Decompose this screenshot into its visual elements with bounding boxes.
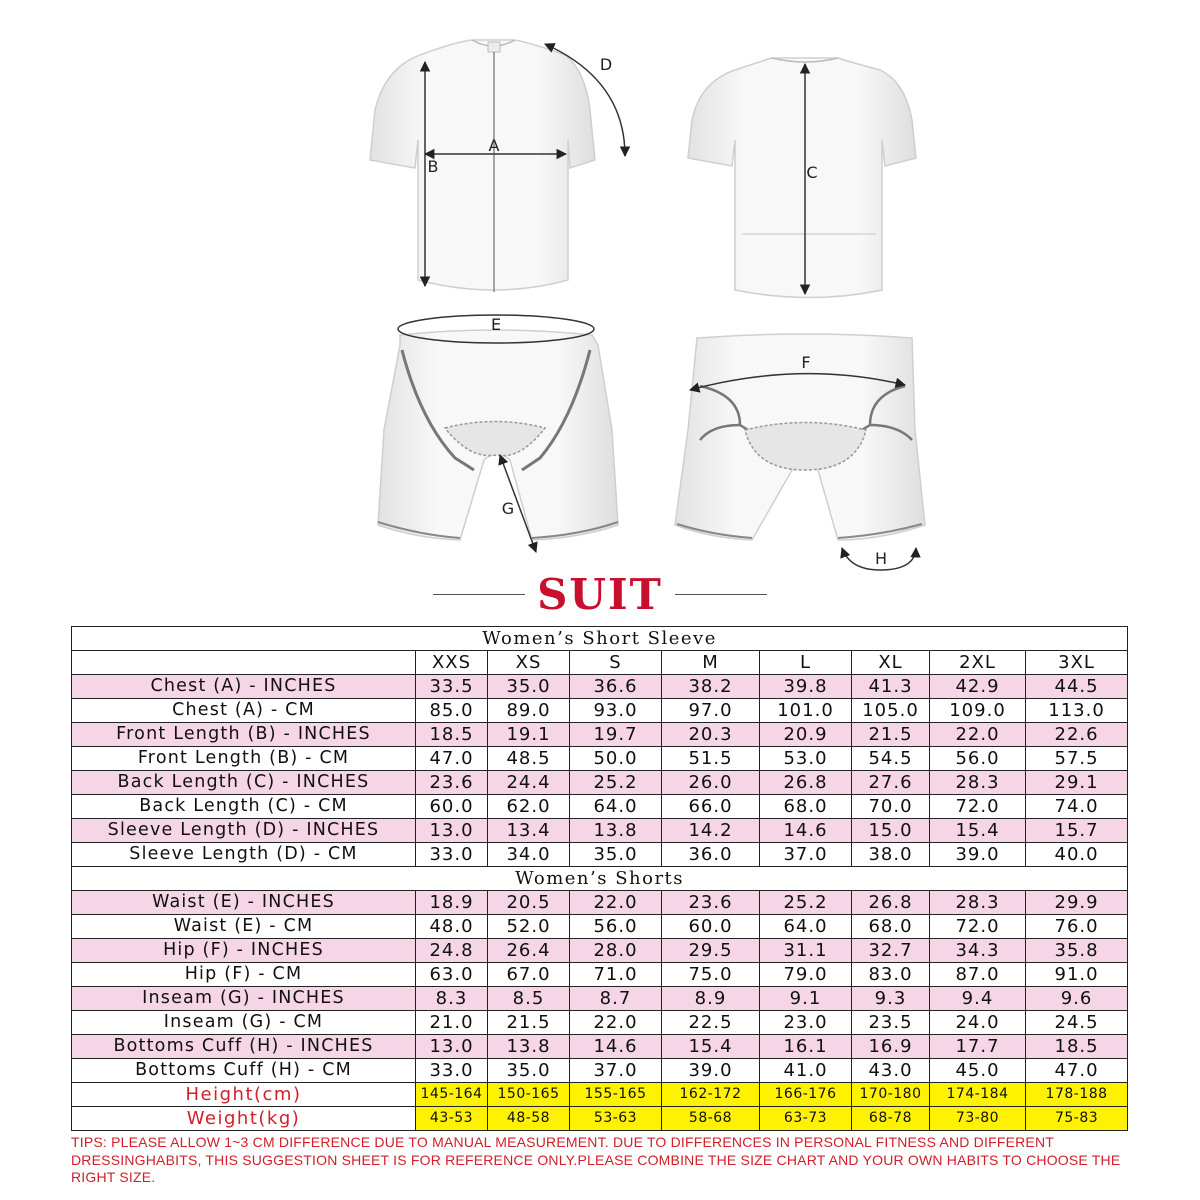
value-cell: 41.3 bbox=[852, 675, 930, 699]
value-cell: 155-165 bbox=[570, 1083, 662, 1107]
value-cell: 41.0 bbox=[760, 1059, 852, 1083]
row-label: Back Length (C) - INCHES bbox=[72, 771, 416, 795]
row-label: Inseam (G) - CM bbox=[72, 1011, 416, 1035]
value-cell: 29.1 bbox=[1026, 771, 1128, 795]
value-cell: 13.4 bbox=[488, 819, 570, 843]
value-cell: 14.2 bbox=[662, 819, 760, 843]
value-cell: 35.8 bbox=[1026, 939, 1128, 963]
row-label: Height(cm) bbox=[72, 1083, 416, 1107]
value-cell: 37.0 bbox=[570, 1059, 662, 1083]
value-cell: 15.7 bbox=[1026, 819, 1128, 843]
section-short-sleeve-title: Women’s Short Sleeve bbox=[72, 627, 1128, 651]
value-cell: 21.5 bbox=[488, 1011, 570, 1035]
section-short-sleeve bbox=[72, 627, 1128, 651]
row-label: Bottoms Cuff (H) - INCHES bbox=[72, 1035, 416, 1059]
value-cell: 36.6 bbox=[570, 675, 662, 699]
value-cell: 26.4 bbox=[488, 939, 570, 963]
value-cell: 36.0 bbox=[662, 843, 760, 867]
value-cell: 19.1 bbox=[488, 723, 570, 747]
value-cell: 68.0 bbox=[760, 795, 852, 819]
value-cell: 17.7 bbox=[930, 1035, 1026, 1059]
table-row bbox=[72, 915, 1128, 939]
section-shorts-title: Women’s Shorts bbox=[72, 867, 1128, 891]
value-cell: 8.9 bbox=[662, 987, 760, 1011]
value-cell: 23.5 bbox=[852, 1011, 930, 1035]
value-cell: 31.1 bbox=[760, 939, 852, 963]
value-cell: 60.0 bbox=[662, 915, 760, 939]
value-cell: 33.5 bbox=[416, 675, 488, 699]
value-cell: 18.5 bbox=[1026, 1035, 1128, 1059]
value-cell: 13.0 bbox=[416, 1035, 488, 1059]
value-cell: 24.8 bbox=[416, 939, 488, 963]
value-cell: 74.0 bbox=[1026, 795, 1128, 819]
value-cell: 9.6 bbox=[1026, 987, 1128, 1011]
table-row bbox=[72, 939, 1128, 963]
row-label: Front Length (B) - CM bbox=[72, 747, 416, 771]
value-cell: 23.6 bbox=[662, 891, 760, 915]
table-row bbox=[72, 1059, 1128, 1083]
value-cell: 43.0 bbox=[852, 1059, 930, 1083]
value-cell: 63.0 bbox=[416, 963, 488, 987]
value-cell: 79.0 bbox=[760, 963, 852, 987]
value-cell: 72.0 bbox=[930, 795, 1026, 819]
value-cell: 19.7 bbox=[570, 723, 662, 747]
value-cell: 52.0 bbox=[488, 915, 570, 939]
value-cell: 26.8 bbox=[760, 771, 852, 795]
table-row bbox=[72, 1107, 1128, 1131]
value-cell: 56.0 bbox=[570, 915, 662, 939]
table-row bbox=[72, 843, 1128, 867]
value-cell: 73-80 bbox=[930, 1107, 1026, 1131]
size-header: XXS bbox=[416, 651, 488, 675]
value-cell: 20.9 bbox=[760, 723, 852, 747]
value-cell: 20.3 bbox=[662, 723, 760, 747]
row-label: Hip (F) - CM bbox=[72, 963, 416, 987]
value-cell: 101.0 bbox=[760, 699, 852, 723]
value-cell: 48-58 bbox=[488, 1107, 570, 1131]
row-label: Hip (F) - INCHES bbox=[72, 939, 416, 963]
row-label: Front Length (B) - INCHES bbox=[72, 723, 416, 747]
value-cell: 166-176 bbox=[760, 1083, 852, 1107]
back-jersey bbox=[688, 58, 916, 298]
value-cell: 47.0 bbox=[416, 747, 488, 771]
value-cell: 45.0 bbox=[930, 1059, 1026, 1083]
value-cell: 75.0 bbox=[662, 963, 760, 987]
label-e: E bbox=[490, 315, 502, 334]
label-c: C bbox=[806, 163, 818, 182]
value-cell: 22.6 bbox=[1026, 723, 1128, 747]
table-row bbox=[72, 795, 1128, 819]
value-cell: 67.0 bbox=[488, 963, 570, 987]
size-header: XL bbox=[852, 651, 930, 675]
value-cell: 20.5 bbox=[488, 891, 570, 915]
value-cell: 18.5 bbox=[416, 723, 488, 747]
value-cell: 24.5 bbox=[1026, 1011, 1128, 1035]
value-cell: 76.0 bbox=[1026, 915, 1128, 939]
value-cell: 113.0 bbox=[1026, 699, 1128, 723]
row-label: Sleeve Length (D) - CM bbox=[72, 843, 416, 867]
garment-diagrams bbox=[0, 0, 1200, 580]
value-cell: 25.2 bbox=[760, 891, 852, 915]
value-cell: 21.0 bbox=[416, 1011, 488, 1035]
value-cell: 105.0 bbox=[852, 699, 930, 723]
back-shorts bbox=[675, 334, 925, 570]
front-shorts bbox=[378, 315, 618, 552]
value-cell: 35.0 bbox=[488, 1059, 570, 1083]
value-cell: 15.0 bbox=[852, 819, 930, 843]
value-cell: 109.0 bbox=[930, 699, 1026, 723]
label-d: D bbox=[599, 55, 613, 74]
value-cell: 68.0 bbox=[852, 915, 930, 939]
table-row bbox=[72, 987, 1128, 1011]
suit-heading bbox=[0, 566, 1200, 622]
row-label: Waist (E) - INCHES bbox=[72, 891, 416, 915]
value-cell: 170-180 bbox=[852, 1083, 930, 1107]
value-cell: 25.2 bbox=[570, 771, 662, 795]
value-cell: 9.3 bbox=[852, 987, 930, 1011]
size-header: L bbox=[760, 651, 852, 675]
table-row bbox=[72, 699, 1128, 723]
value-cell: 13.0 bbox=[416, 819, 488, 843]
value-cell: 9.1 bbox=[760, 987, 852, 1011]
value-cell: 40.0 bbox=[1026, 843, 1128, 867]
size-header-row bbox=[72, 651, 1128, 675]
page-title: SUIT bbox=[537, 569, 663, 619]
value-cell: 28.3 bbox=[930, 771, 1026, 795]
row-label: Chest (A) - INCHES bbox=[72, 675, 416, 699]
value-cell: 54.5 bbox=[852, 747, 930, 771]
value-cell: 9.4 bbox=[930, 987, 1026, 1011]
value-cell: 32.7 bbox=[852, 939, 930, 963]
header-corner bbox=[72, 651, 416, 675]
value-cell: 48.0 bbox=[416, 915, 488, 939]
value-cell: 56.0 bbox=[930, 747, 1026, 771]
value-cell: 43-53 bbox=[416, 1107, 488, 1131]
value-cell: 18.9 bbox=[416, 891, 488, 915]
value-cell: 16.1 bbox=[760, 1035, 852, 1059]
tips-note: TIPS: PLEASE ALLOW 1~3 CM DIFFERENCE DUE TO MANUAL MEASUREMENT. DUE TO DIFFERENCES IN PERSONAL FITNESS AND DIFFERENT DRESSINGHABITS, THIS SUGGESTION SHEET IS FOR REFERENCE ONLY.PLEASE COMBINE THE SIZE CHART AND YOUR OWN HABITS TO CHOOSE THE RIGHT SIZE. bbox=[71, 1134, 1121, 1185]
value-cell: 58-68 bbox=[662, 1107, 760, 1131]
value-cell: 38.0 bbox=[852, 843, 930, 867]
value-cell: 15.4 bbox=[662, 1035, 760, 1059]
value-cell: 60.0 bbox=[416, 795, 488, 819]
value-cell: 87.0 bbox=[930, 963, 1026, 987]
value-cell: 39.0 bbox=[930, 843, 1026, 867]
size-chart-table bbox=[71, 626, 1128, 1131]
value-cell: 28.3 bbox=[930, 891, 1026, 915]
table-row bbox=[72, 771, 1128, 795]
value-cell: 22.5 bbox=[662, 1011, 760, 1035]
value-cell: 13.8 bbox=[488, 1035, 570, 1059]
value-cell: 42.9 bbox=[930, 675, 1026, 699]
value-cell: 62.0 bbox=[488, 795, 570, 819]
value-cell: 174-184 bbox=[930, 1083, 1026, 1107]
table-row bbox=[72, 1035, 1128, 1059]
value-cell: 64.0 bbox=[570, 795, 662, 819]
value-cell: 22.0 bbox=[930, 723, 1026, 747]
size-header: XS bbox=[488, 651, 570, 675]
value-cell: 16.9 bbox=[852, 1035, 930, 1059]
section-shorts bbox=[72, 867, 1128, 891]
value-cell: 34.0 bbox=[488, 843, 570, 867]
row-label: Waist (E) - CM bbox=[72, 915, 416, 939]
value-cell: 26.8 bbox=[852, 891, 930, 915]
value-cell: 48.5 bbox=[488, 747, 570, 771]
value-cell: 37.0 bbox=[760, 843, 852, 867]
value-cell: 75-83 bbox=[1026, 1107, 1128, 1131]
value-cell: 14.6 bbox=[570, 1035, 662, 1059]
value-cell: 68-78 bbox=[852, 1107, 930, 1131]
table-row bbox=[72, 723, 1128, 747]
value-cell: 29.5 bbox=[662, 939, 760, 963]
row-label: Chest (A) - CM bbox=[72, 699, 416, 723]
value-cell: 34.3 bbox=[930, 939, 1026, 963]
row-label: Weight(kg) bbox=[72, 1107, 416, 1131]
value-cell: 47.0 bbox=[1026, 1059, 1128, 1083]
size-header: 2XL bbox=[930, 651, 1026, 675]
value-cell: 70.0 bbox=[852, 795, 930, 819]
table-row bbox=[72, 963, 1128, 987]
value-cell: 66.0 bbox=[662, 795, 760, 819]
value-cell: 71.0 bbox=[570, 963, 662, 987]
label-a: A bbox=[488, 136, 500, 155]
value-cell: 33.0 bbox=[416, 1059, 488, 1083]
row-label: Inseam (G) - INCHES bbox=[72, 987, 416, 1011]
value-cell: 23.6 bbox=[416, 771, 488, 795]
table-row bbox=[72, 1083, 1128, 1107]
label-f: F bbox=[801, 353, 811, 372]
value-cell: 35.0 bbox=[570, 843, 662, 867]
value-cell: 44.5 bbox=[1026, 675, 1128, 699]
value-cell: 63-73 bbox=[760, 1107, 852, 1131]
value-cell: 38.2 bbox=[662, 675, 760, 699]
table-row bbox=[72, 1011, 1128, 1035]
value-cell: 8.7 bbox=[570, 987, 662, 1011]
value-cell: 57.5 bbox=[1026, 747, 1128, 771]
value-cell: 72.0 bbox=[930, 915, 1026, 939]
value-cell: 33.0 bbox=[416, 843, 488, 867]
size-header: S bbox=[570, 651, 662, 675]
value-cell: 85.0 bbox=[416, 699, 488, 723]
value-cell: 51.5 bbox=[662, 747, 760, 771]
value-cell: 64.0 bbox=[760, 915, 852, 939]
row-label: Sleeve Length (D) - INCHES bbox=[72, 819, 416, 843]
title-rule-right bbox=[675, 594, 767, 595]
value-cell: 22.0 bbox=[570, 891, 662, 915]
value-cell: 28.0 bbox=[570, 939, 662, 963]
value-cell: 8.3 bbox=[416, 987, 488, 1011]
value-cell: 93.0 bbox=[570, 699, 662, 723]
label-h: H bbox=[874, 549, 888, 568]
size-header: M bbox=[662, 651, 760, 675]
value-cell: 162-172 bbox=[662, 1083, 760, 1107]
value-cell: 53-63 bbox=[570, 1107, 662, 1131]
value-cell: 24.4 bbox=[488, 771, 570, 795]
value-cell: 145-164 bbox=[416, 1083, 488, 1107]
table-row bbox=[72, 819, 1128, 843]
value-cell: 15.4 bbox=[930, 819, 1026, 843]
value-cell: 26.0 bbox=[662, 771, 760, 795]
value-cell: 29.9 bbox=[1026, 891, 1128, 915]
table-row bbox=[72, 747, 1128, 771]
size-header: 3XL bbox=[1026, 651, 1128, 675]
value-cell: 150-165 bbox=[488, 1083, 570, 1107]
value-cell: 23.0 bbox=[760, 1011, 852, 1035]
title-rule-left bbox=[433, 594, 525, 595]
value-cell: 39.8 bbox=[760, 675, 852, 699]
row-label: Bottoms Cuff (H) - CM bbox=[72, 1059, 416, 1083]
row-label: Back Length (C) - CM bbox=[72, 795, 416, 819]
label-b: B bbox=[427, 157, 439, 176]
value-cell: 89.0 bbox=[488, 699, 570, 723]
label-g: G bbox=[501, 499, 515, 518]
value-cell: 35.0 bbox=[488, 675, 570, 699]
value-cell: 21.5 bbox=[852, 723, 930, 747]
table-row bbox=[72, 891, 1128, 915]
value-cell: 97.0 bbox=[662, 699, 760, 723]
value-cell: 53.0 bbox=[760, 747, 852, 771]
value-cell: 22.0 bbox=[570, 1011, 662, 1035]
value-cell: 8.5 bbox=[488, 987, 570, 1011]
value-cell: 13.8 bbox=[570, 819, 662, 843]
table-row bbox=[72, 675, 1128, 699]
value-cell: 50.0 bbox=[570, 747, 662, 771]
value-cell: 27.6 bbox=[852, 771, 930, 795]
value-cell: 178-188 bbox=[1026, 1083, 1128, 1107]
value-cell: 24.0 bbox=[930, 1011, 1026, 1035]
value-cell: 91.0 bbox=[1026, 963, 1128, 987]
front-jersey bbox=[370, 40, 625, 292]
value-cell: 14.6 bbox=[760, 819, 852, 843]
value-cell: 83.0 bbox=[852, 963, 930, 987]
value-cell: 39.0 bbox=[662, 1059, 760, 1083]
